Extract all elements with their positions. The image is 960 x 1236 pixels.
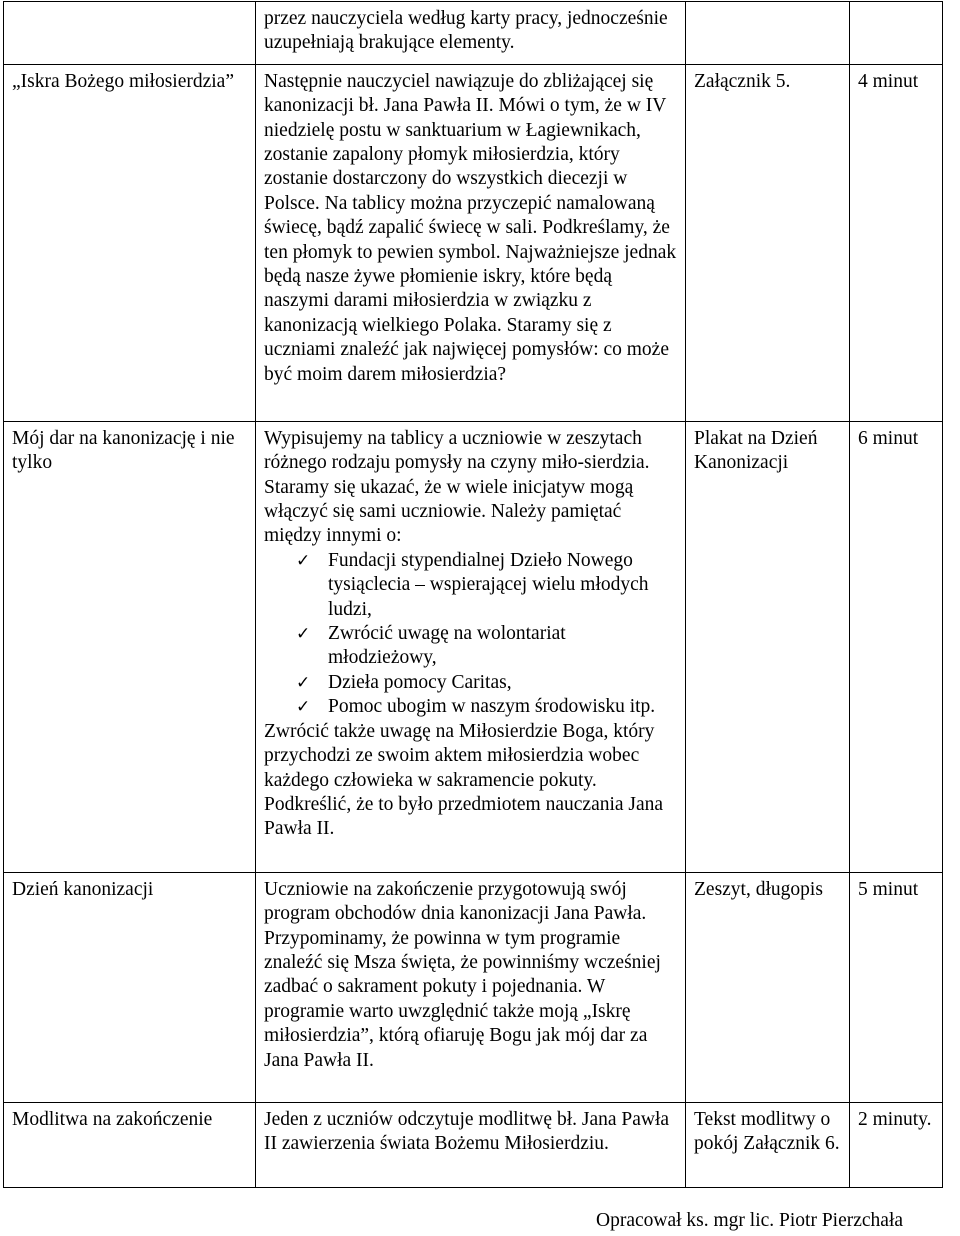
list-item: ✓ Zwrócić uwagę na wolontariat młodzieżowy, [296, 623, 566, 669]
activity-cell [4, 2, 256, 65]
materials-cell: Plakat na Dzień Kanonizacji [686, 421, 850, 872]
author-footer: Opracował ks. mgr lic. Piotr Pierzchała [596, 1210, 904, 1231]
check-mark-icon: ✓ [296, 672, 311, 693]
activity-cell: Modlitwa na zakończenie [4, 1102, 256, 1187]
description-cell [256, 421, 686, 872]
table-row [4, 64, 943, 421]
check-mark-icon: ✓ [296, 550, 311, 571]
materials-cell [686, 2, 850, 65]
description-cell [256, 1102, 686, 1187]
materials-cell: Załącznik 5. [686, 64, 850, 421]
list-item: ✓ Dzieła pomocy Caritas, [294, 671, 677, 695]
time-cell: 2 minuty. [850, 1102, 943, 1187]
activity-cell: Dzień kanonizacji [4, 872, 256, 1102]
table-row [4, 872, 943, 1102]
time-cell: 5 minut [850, 872, 943, 1102]
materials-cell: Zeszyt, długopis [686, 872, 850, 1102]
activity-cell: „Iskra Bożego miłosierdzia” [4, 64, 256, 421]
table-row [4, 421, 943, 872]
description-text: Uczniowie na zakończenie przygotowują swój program obchodów dnia kanonizacji Jana Pawła. Przypominamy, że powinna w tym programie znaleźć się Msza święta, że powinniśmy wcześniej zadbać o sakrament pokuty i pojednania. W programie warto uwzględnić także moją „Iskrę miłosierdzia”, którą ofiaruję Bogu jak mój dar za Jana Pawła II. [264, 878, 661, 1071]
description-text: Jeden z uczniów odczytuje modlitwę bł. Jana Pawła II zawierzenia świata Bożemu Miłosierdziu. [264, 1108, 670, 1155]
list-item: ✓ Pomoc ubogim w naszym środowisku itp. [294, 695, 677, 719]
time-cell [850, 2, 943, 65]
description-text: przez nauczyciela według karty pracy, jednocześnie uzupełniają brakujące elementy. [264, 8, 668, 54]
checklist [264, 549, 677, 720]
time-cell: 4 minut [850, 64, 943, 421]
description-cell [256, 872, 686, 1102]
list-item: ✓ Fundacji stypendialnej Dzieło Nowego tysiąclecia – wspierającej wielu młodych ludzi, [296, 549, 649, 620]
table-row [4, 2, 943, 65]
check-mark-icon: ✓ [296, 624, 311, 645]
materials-cell: Tekst modlitwy o pokój Załącznik 6. [686, 1102, 850, 1187]
description-intro: Wypisujemy na tablicy a uczniowie w zeszytach różnego rodzaju pomysły na czyny miło-sierdzia. Staramy się ukazać, że w wiele inicjatyw mogą włączyć się sami uczniowie. Należy pamiętać między innymi o: [264, 427, 650, 547]
description-cell [256, 2, 686, 65]
lesson-plan-table [3, 1, 943, 1188]
description-cell [256, 64, 686, 421]
description-outro: Zwrócić także uwagę na Miłosierdzie Boga, który przychodzi ze swoim aktem miłosierdzia wobec każdego człowieka w sakramencie pokuty. Podkreślić, że to było przedmiotem nauczania Jana Pawła II. [264, 720, 664, 840]
description-text: Następnie nauczyciel nawiązuje do zbliżającej się kanonizacji bł. Jana Pawła II. Mówi o tym, że w IV niedzielę postu w sanktuarium w Łagiewnikach, zostanie zapalony płomyk miłosierdzia, który zostanie dostarczony do wszystkich diecezji w Polsce. Na tablicy można przyczepić namalowaną świecę, bądź zapalić świecę w sali. Podkreślamy, że ten płomyk to pewien symbol. Najważniejsze jednak będą nasze żywe płomienie iskry, które będą naszymi darami miłosierdzia w związku z kanonizacją wielkiego Polaka. Staramy się z uczniami znaleźć jak najwięcej pomysłów: co może być moim darem miłosierdzia? [264, 70, 677, 385]
activity-cell: Mój dar na kanonizację i nie tylko [4, 421, 256, 872]
check-mark-icon: ✓ [296, 697, 311, 718]
time-cell: 6 minut [850, 421, 943, 872]
table-row [4, 1102, 943, 1187]
